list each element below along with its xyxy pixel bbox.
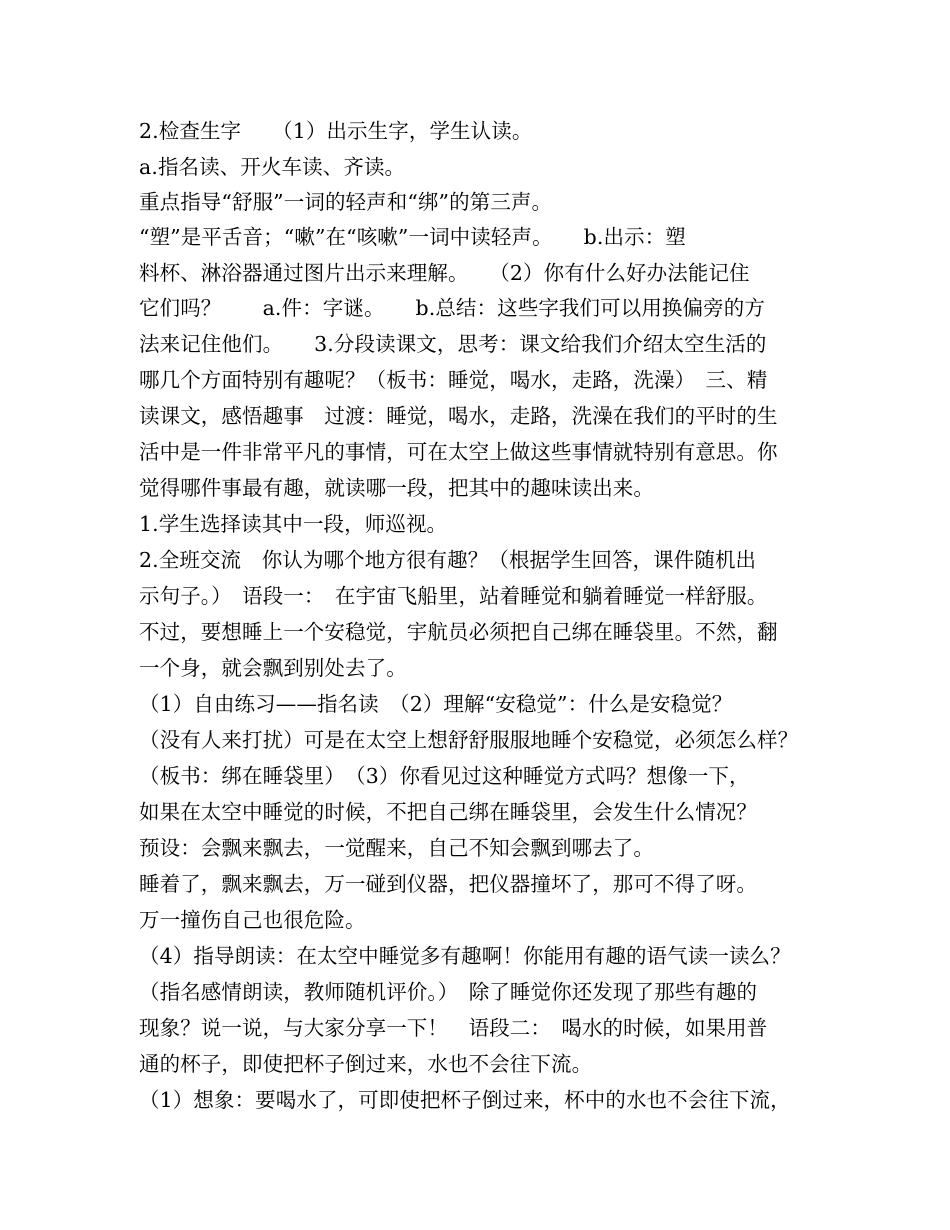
- text-line: 活中是一件非常平凡的事情，可在太空上做这些事情就特别有意思。你: [139, 440, 778, 464]
- text-line: （指名感情朗读，教师随机评价。） 除了睡觉你还发现了那些有趣的: [139, 980, 758, 1004]
- text-line: a.指名读、开火车读、齐读。: [139, 155, 406, 179]
- text-line: “塑”是平舌音；“嗽”在“咳嗽”一词中读轻声。 b.出示：塑: [139, 225, 686, 249]
- text-line: （4）指导朗读：在太空中睡觉多有趣啊！你能用有趣的语气读一读么？: [139, 944, 791, 968]
- text-line: 不过，要想睡上一个安稳觉，宇航员必须把自己绑在睡袋里。不然，翻: [139, 620, 778, 644]
- text-line: 读课文，感悟趣事 过渡：睡觉，喝水，走路，洗澡在我们的平时的生: [139, 404, 778, 428]
- text-line: 万一撞伤自己也很危险。: [139, 908, 366, 932]
- text-line: 2.全班交流 你认为哪个地方很有趣？（根据学生回答，课件随机出: [139, 548, 757, 572]
- text-line: 重点指导“舒服”一词的轻声和“绑”的第三声。: [139, 190, 553, 214]
- text-line: 法来记住他们。 3.分段读课文，思考：课文给我们介绍太空生活的: [139, 332, 767, 356]
- text-line: 睡着了，飘来飘去，万一碰到仪器，把仪器撞坏了，那可不得了呀。: [139, 872, 757, 896]
- text-line: 2.检查生字 （1）出示生字，学生认读。: [139, 119, 533, 143]
- text-line: 一个身，就会飘到别处去了。: [139, 656, 407, 680]
- text-line: 哪几个方面特别有趣呢？（板书：睡觉，喝水，走路，洗澡） 三、精: [139, 368, 768, 392]
- text-line: （1）自由练习——指名读 （2）理解“安稳觉”：什么是安稳觉？: [139, 692, 733, 716]
- text-line: 如果在太空中睡觉的时候，不把自己绑在睡袋里，会发生什么情况？: [139, 800, 757, 824]
- text-line: 预设：会飘来飘去，一觉醒来，自己不知会飘到哪去了。: [139, 836, 654, 860]
- text-line: 通的杯子，即使把杯子倒过来，水也不会往下流。: [139, 1052, 593, 1076]
- text-line: （1）想象：要喝水了，可即使把杯子倒过来，杯中的水也不会往下流，: [139, 1088, 791, 1112]
- text-line: 示句子。） 语段一： 在宇宙飞船里，站着睡觉和躺着睡觉一样舒服。: [139, 584, 768, 608]
- text-line: 它们吗？ a.件：字谜。 b.总结：这些字我们可以用换偏旁的方: [139, 296, 765, 320]
- text-line: （板书：绑在睡袋里） （3）你看见过这种睡觉方式吗？想像一下，: [139, 764, 750, 788]
- text-line: （没有人来打扰）可是在太空上想舒舒服服地睡个安稳觉，必须怎么样？: [139, 728, 799, 752]
- text-line: 1.学生选择读其中一段，师巡视。: [139, 512, 448, 536]
- text-line: 觉得哪件事最有趣，就读哪一段，把其中的趣味读出来。: [139, 476, 654, 500]
- text-line: 料杯、淋浴器通过图片出示来理解。 （2）你有什么好办法能记住: [139, 261, 750, 285]
- text-line: 现象？说一说，与大家分享一下！ 语段二： 喝水的时候，如果用普: [139, 1016, 768, 1040]
